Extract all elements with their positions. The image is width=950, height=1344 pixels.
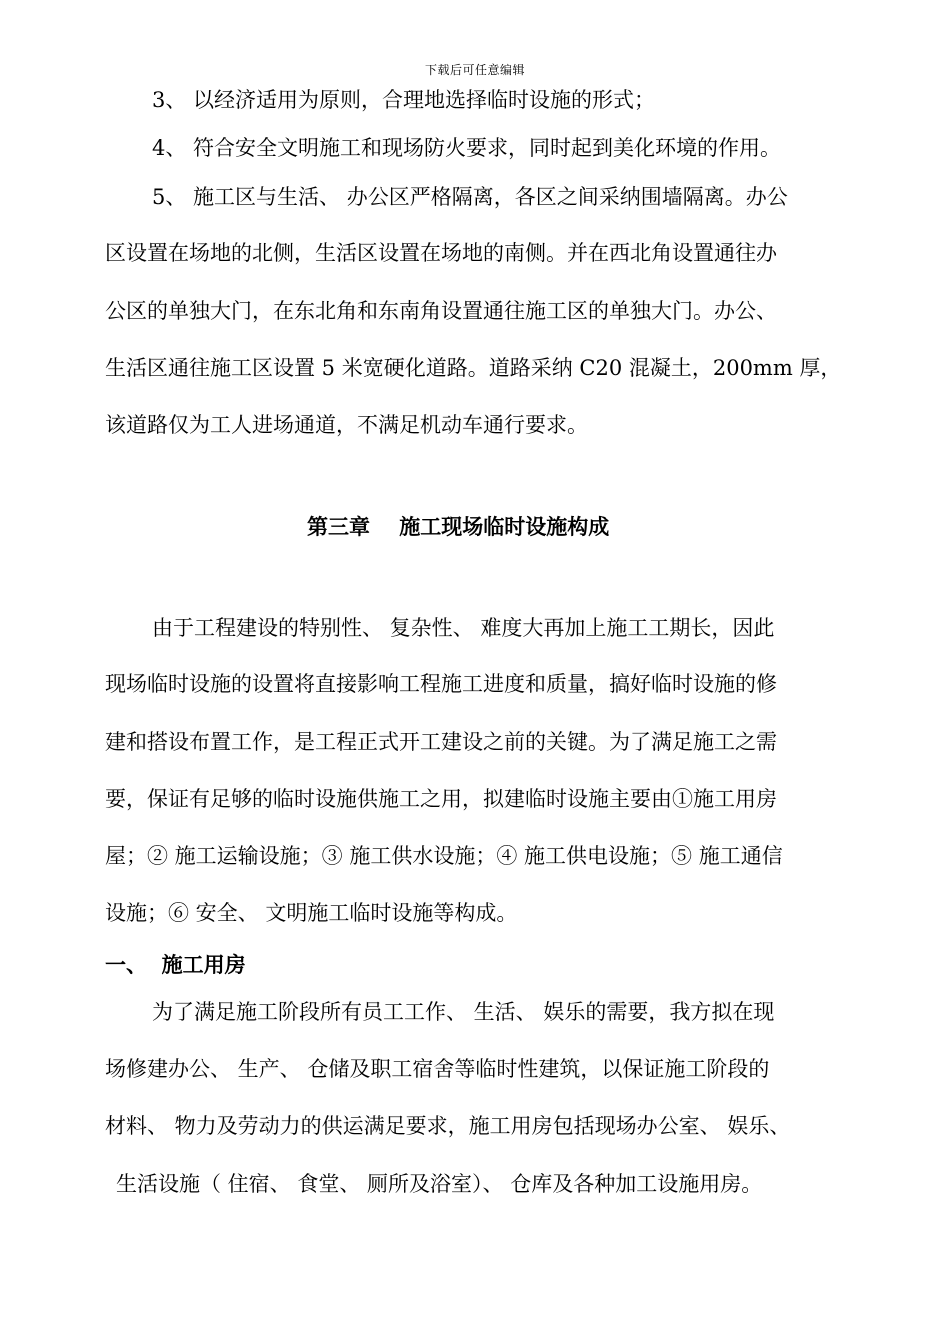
paragraph-line: 建和搭设布置工作，是工程正式开工建设之前的关键。为了满足施工之需 (105, 730, 777, 754)
section-heading: 一、 施工用房 (105, 952, 246, 977)
page-header: 下载后可任意编辑 (424, 63, 525, 77)
paragraph-line: 生活区通往施工区设置 5 米宽硬化道路。道路采纳 C20 混凝土，200mm 厚， (105, 356, 842, 380)
paragraph-line: 由于工程建设的特别性、 复杂性、 难度大再加上施工工期长，因此 (152, 616, 775, 640)
paragraph-line: 要，保证有足够的临时设施供施工之用，拟建临时设施主要由①施工用房 (105, 787, 777, 811)
chapter-title: 第三章 施工现场临时设施构成 (307, 514, 610, 539)
paragraph-line: 公区的单独大门，在东北角和东南角设置通往施工区的单独大门。办公、 (105, 299, 777, 323)
paragraph-line: 4、 符合安全文明施工和现场防火要求，同时起到美化环境的作用。 (152, 136, 782, 160)
paragraph-line: 屋；② 施工运输设施；③ 施工供水设施；④ 施工供电设施；⑤ 施工通信 (105, 844, 783, 868)
paragraph-line: 5、 施工区与生活、 办公区严格隔离，各区之间采纳围墙隔离。办公 (152, 185, 788, 209)
paragraph-line: 该道路仅为工人进场通道，不满足机动车通行要求。 (105, 413, 588, 437)
paragraph-line: 材料、 物力及劳动力的供运满足要求，施工用房包括现场办公室、 娱乐、 (105, 1114, 791, 1138)
paragraph-line: 设施；⑥ 安全、 文明施工临时设施等构成。 (105, 901, 518, 925)
paragraph-line: 现场临时设施的设置将直接影响工程施工进度和质量，搞好临时设施的修 (105, 672, 777, 696)
paragraph-line: 区设置在场地的北侧，生活区设置在场地的南侧。并在西北角设置通往办 (105, 241, 777, 265)
paragraph-line: 为了满足施工阶段所有员工工作、 生活、 娱乐的需要，我方拟在现 (152, 1000, 775, 1024)
paragraph-line: 3、 以经济适用为原则，合理地选择临时设施的形式； (152, 88, 656, 112)
paragraph-line: 场修建办公、 生产、 仓储及职工宿舍等临时性建筑，以保证施工阶段的 (105, 1057, 770, 1081)
paragraph-line: 生活设施（ 住宿、 食堂、 厕所及浴室）、 仓库及各种加工设施用房。 (116, 1172, 763, 1196)
